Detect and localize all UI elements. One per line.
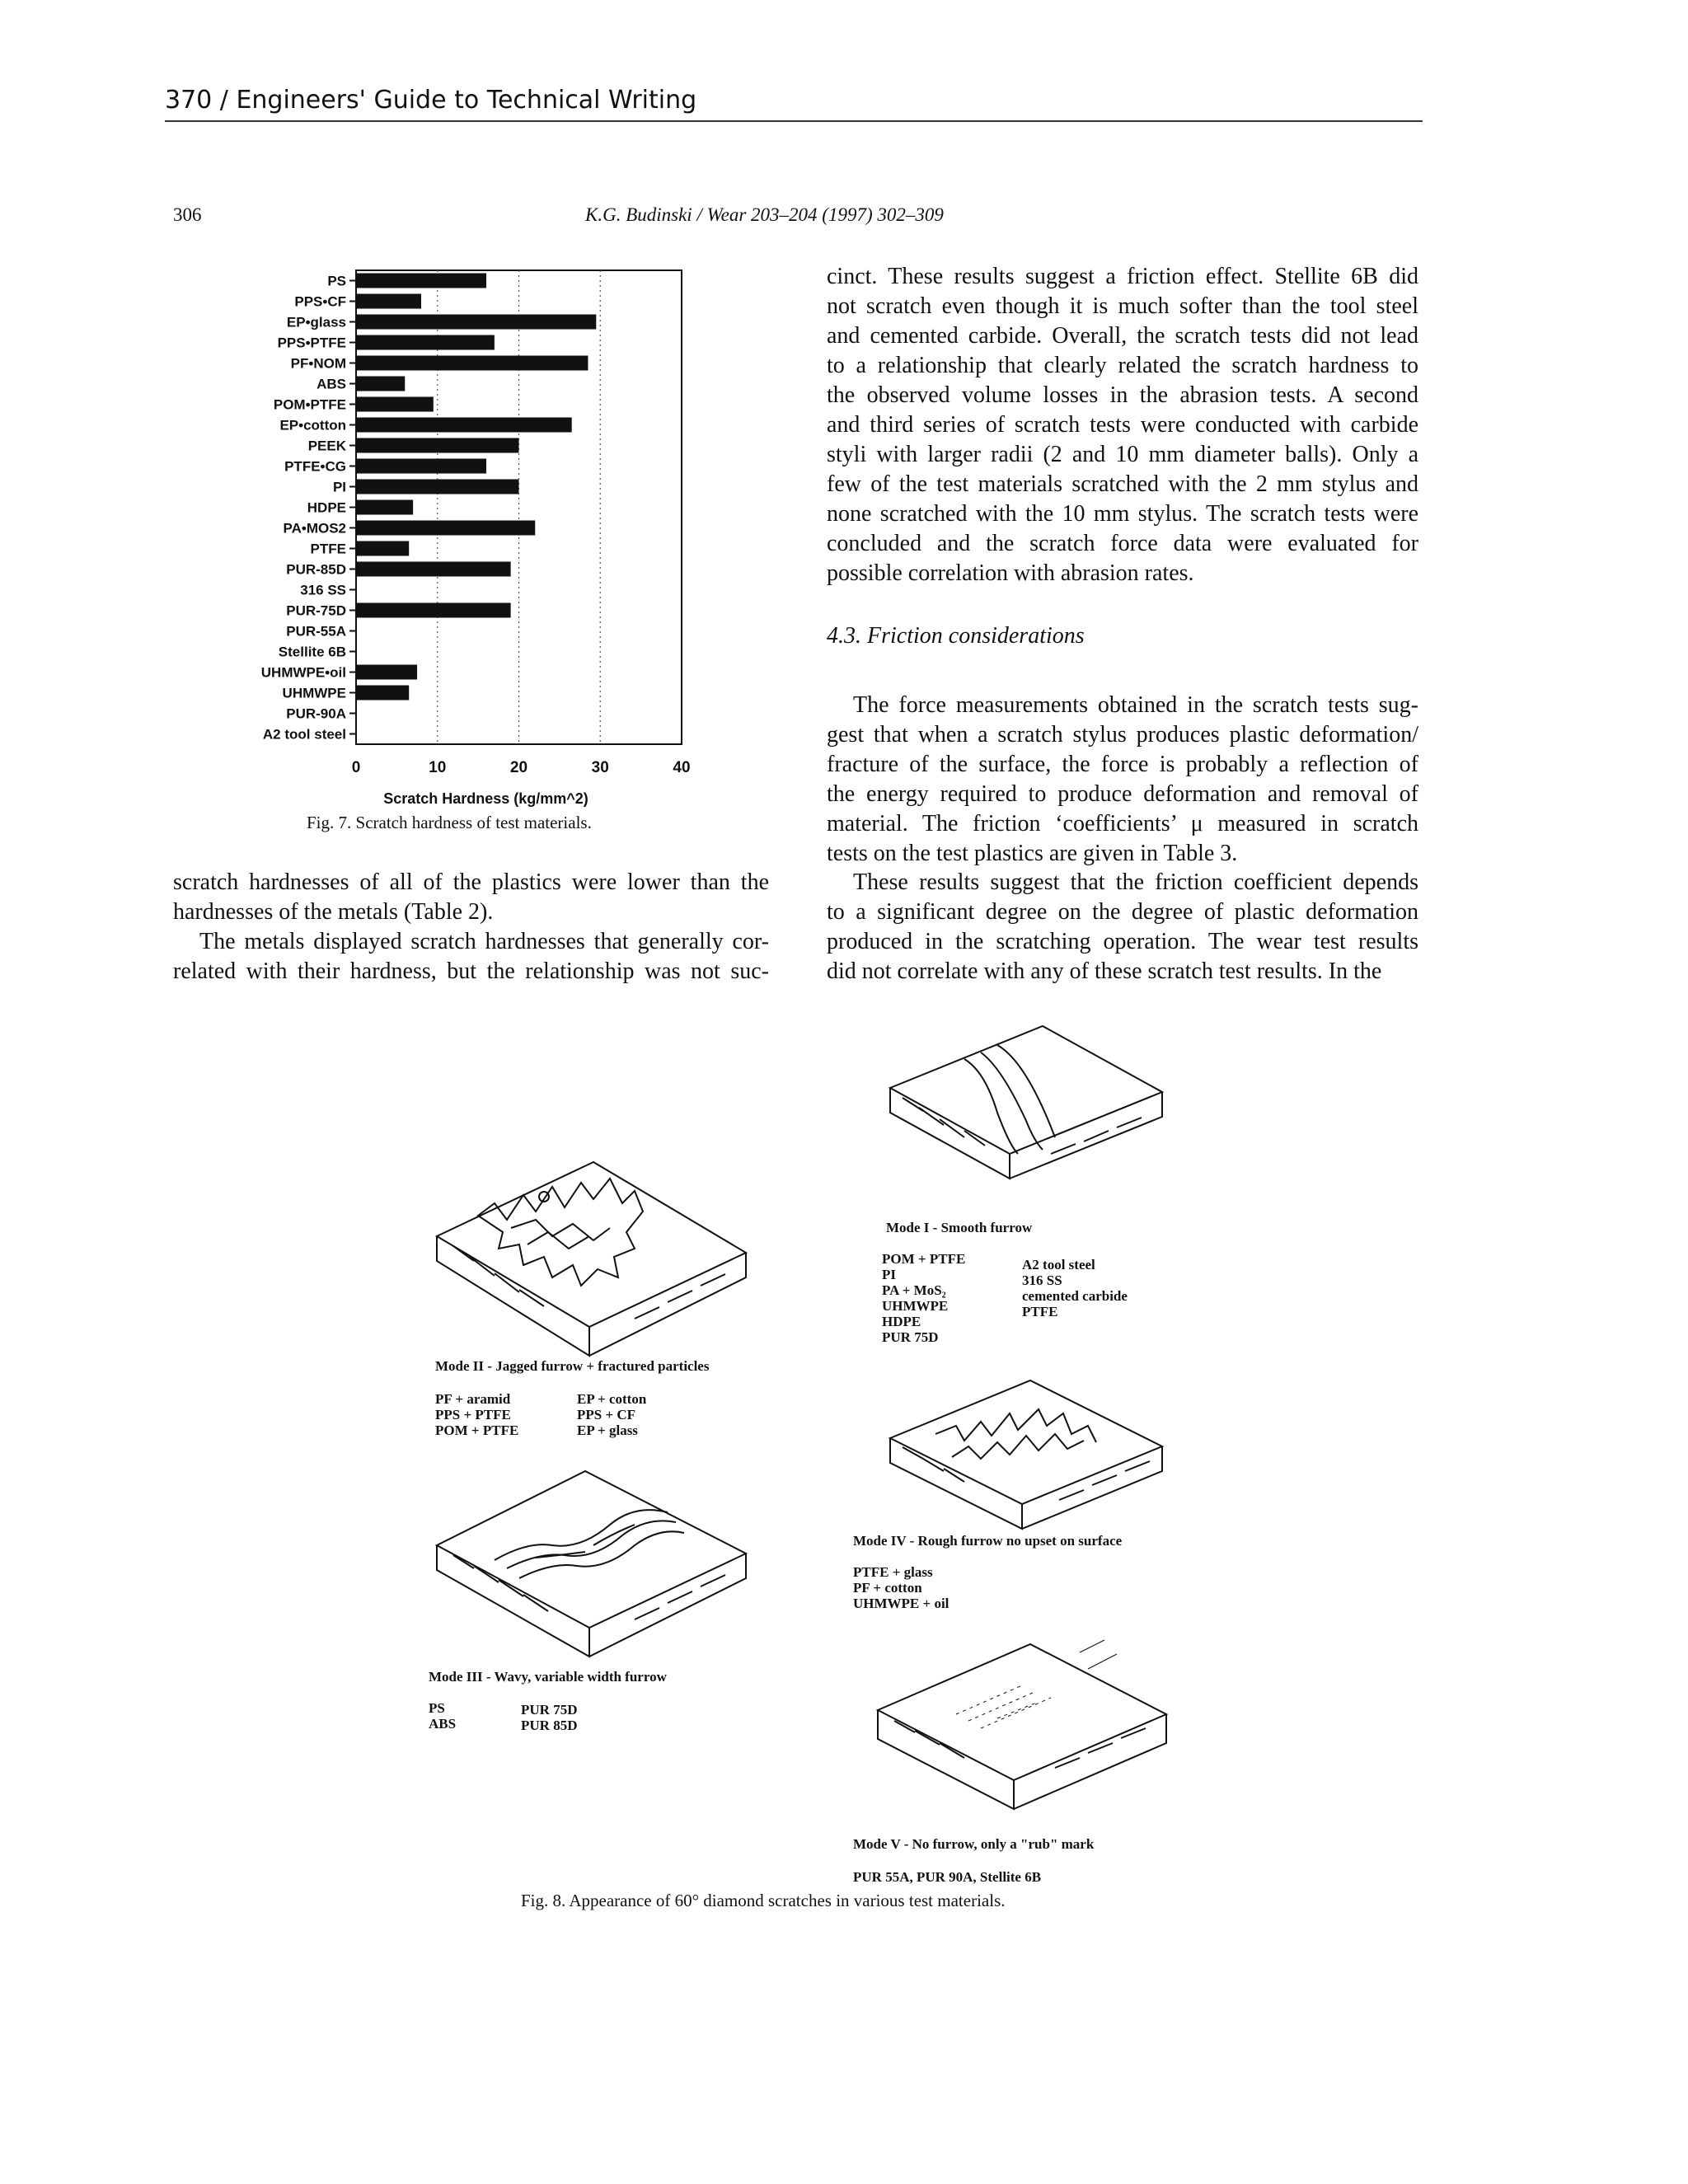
bar	[356, 603, 511, 618]
mode1-list-col2	[1022, 1257, 1128, 1319]
category-label: ABS	[316, 376, 346, 392]
bar	[356, 335, 495, 350]
right-column-paragraph-1	[827, 262, 1418, 588]
material-label: UHMWPE + oil	[853, 1596, 950, 1611]
material-label: EP + cotton	[577, 1391, 647, 1407]
book-header-title: 370 / Engineers' Guide to Technical Writing	[165, 86, 697, 115]
left-paragraph-1	[173, 868, 769, 927]
category-label: PUR-85D	[286, 561, 346, 578]
right-column-paragraph-3	[827, 868, 1418, 987]
category-label: EP•glass	[286, 314, 346, 330]
text-line: the observed volume losses in the abrasion tests. A second	[827, 382, 1418, 408]
text-line: styli with larger radii (2 and 10 mm diameter balls). Only a	[827, 442, 1418, 467]
text-line: concluded and the scratch force data were evaluated for	[827, 531, 1418, 556]
category-label: PTFE	[310, 541, 346, 557]
text-line: The force measurements obtained in the scratch tests sug-	[853, 692, 1418, 718]
text-line: to a relationship that clearly related the scratch hardness to	[827, 353, 1418, 378]
header-rule	[165, 120, 1423, 122]
mode4-list	[853, 1564, 949, 1611]
left-column-text	[173, 868, 769, 987]
category-label: PEEK	[307, 438, 346, 454]
material-label: PI	[882, 1267, 896, 1282]
text-line: gest that when a scratch stylus produces plastic deformation/	[827, 722, 1418, 748]
category-label: PPS•CF	[294, 293, 346, 310]
category-label: A2 tool steel	[262, 726, 346, 743]
chart-plot-area	[261, 270, 691, 807]
material-label: PA + MoS₂	[882, 1282, 946, 1298]
material-label: cemented carbide	[1022, 1288, 1128, 1304]
text-line: related with their hardness, but the relationship was not suc-	[173, 958, 769, 984]
mode3-list-col1	[429, 1700, 456, 1732]
fig7-caption: Fig. 7. Scratch hardness of test materials.	[307, 813, 592, 832]
x-axis-label: Scratch Hardness (kg/mm^2)	[383, 790, 588, 807]
material-label: PS	[429, 1700, 445, 1716]
bar	[356, 562, 511, 577]
material-label: PTFE + glass	[853, 1564, 933, 1580]
mode1-list-col1	[882, 1251, 965, 1345]
mode2-jagged-furrow-illustration	[429, 1154, 750, 1360]
bar	[356, 438, 519, 453]
text-line: to a significant degree on the degree of plastic deformation	[827, 899, 1418, 925]
category-label: PUR-90A	[286, 705, 346, 722]
bar	[356, 377, 405, 391]
bar	[356, 521, 535, 536]
mode5-rub-mark-illustration	[874, 1636, 1170, 1817]
text-line: material. The friction ‘coefficients’ μ measured in scratch	[827, 811, 1418, 837]
material-label: PPS + CF	[577, 1407, 636, 1422]
material-label: PPS + PTFE	[435, 1407, 511, 1422]
text-line: not scratch even though it is much softer than the tool steel	[827, 293, 1418, 319]
text-line: These results suggest that the friction coefficient depends	[853, 869, 1418, 895]
bar	[356, 686, 409, 701]
bar	[356, 665, 417, 680]
x-tick-label: 10	[429, 759, 447, 776]
material-label: A2 tool steel	[1022, 1257, 1095, 1272]
mode4-title: Mode IV - Rough furrow no upset on surface	[853, 1533, 1123, 1549]
category-label: POM•PTFE	[273, 396, 346, 413]
bar	[356, 418, 572, 433]
text-line: hardnesses of the metals (Table 2).	[173, 899, 494, 925]
material-label: PF + cotton	[853, 1580, 922, 1596]
text-line: did not correlate with any of these scratch test results. In the	[827, 958, 1382, 984]
category-label: PS	[327, 273, 346, 289]
mode2-title: Mode II - Jagged furrow + fractured particles	[435, 1358, 710, 1374]
category-label: PA•MOS2	[283, 520, 346, 537]
mode5-title: Mode V - No furrow, only a "rub" mark	[853, 1836, 1095, 1852]
text-line: produced in the scratching operation. The wear test results	[827, 929, 1418, 954]
material-label: ABS	[429, 1716, 457, 1732]
text-line: fracture of the surface, the force is probably a reflection of	[827, 752, 1418, 777]
running-head: K.G. Budinski / Wear 203–204 (1997) 302–309	[585, 204, 944, 225]
category-label: 316 SS	[300, 582, 346, 598]
bar	[356, 274, 486, 288]
x-tick-label: 20	[509, 759, 528, 776]
mode1-smooth-furrow-illustration	[886, 1022, 1166, 1187]
category-label: EP•cotton	[279, 417, 346, 434]
material-label: POM + PTFE	[882, 1251, 966, 1267]
category-label: PF•NOM	[290, 355, 346, 372]
text-line: and cemented carbide. Overall, the scratch tests did not lead	[827, 323, 1418, 349]
x-tick-label: 30	[591, 759, 609, 776]
text-line: possible correlation with abrasion rates.	[827, 560, 1194, 586]
right-column-paragraph-2	[827, 691, 1418, 869]
scratch-hardness-chart	[165, 262, 709, 823]
left-paragraph-2	[173, 927, 769, 987]
mode3-list-col2	[521, 1702, 577, 1733]
category-label: PPS•PTFE	[277, 335, 346, 351]
mode4-rough-furrow-illustration	[886, 1376, 1166, 1533]
category-label: PI	[332, 479, 346, 495]
text-line: tests on the test plastics are given in Table 3.	[827, 841, 1238, 866]
material-label: 316 SS	[1022, 1272, 1062, 1288]
material-label: POM + PTFE	[435, 1422, 519, 1438]
material-label: PF + aramid	[435, 1391, 511, 1407]
material-label: EP + glass	[577, 1422, 638, 1438]
text-line: The metals displayed scratch hardnesses that generally cor-	[199, 929, 769, 954]
category-label: Stellite 6B	[278, 644, 346, 660]
material-label: UHMWPE	[882, 1298, 949, 1314]
x-tick-label: 0	[351, 759, 361, 776]
bar	[356, 541, 409, 556]
fig8-caption: Fig. 8. Appearance of 60° diamond scratches in various test materials.	[521, 1891, 1006, 1910]
x-tick-label: 40	[673, 759, 691, 776]
category-label: UHMWPE•oil	[260, 664, 346, 681]
page-number: 306	[173, 204, 202, 225]
mode3-title: Mode III - Wavy, variable width furrow	[429, 1669, 667, 1685]
bar	[356, 480, 519, 494]
mode1-title: Mode I - Smooth furrow	[886, 1220, 1033, 1235]
bar	[356, 500, 413, 515]
material-label: PUR 75D	[882, 1329, 939, 1345]
text-line: the energy required to produce deformation and removal of	[827, 781, 1418, 807]
material-label: HDPE	[882, 1314, 921, 1329]
category-label: UHMWPE	[282, 685, 346, 701]
bar	[356, 397, 434, 412]
material-label: PUR 75D	[521, 1702, 578, 1718]
mode2-list-col2	[577, 1391, 646, 1438]
category-label: HDPE	[307, 499, 346, 516]
text-line: cinct. These results suggest a friction effect. Stellite 6B did	[827, 264, 1418, 289]
material-label: PTFE	[1022, 1304, 1058, 1319]
bar	[356, 356, 588, 371]
text-line: none scratched with the 10 mm stylus. The scratch tests were	[827, 501, 1418, 527]
mode3-wavy-furrow-illustration	[429, 1463, 750, 1661]
category-label: PUR-55A	[286, 623, 346, 640]
material-label: PUR 85D	[521, 1718, 578, 1733]
bar	[356, 315, 596, 330]
category-label: PUR-75D	[286, 602, 346, 619]
text-line: few of the test materials scratched with the 2 mm stylus and	[827, 471, 1418, 497]
mode5-materials: PUR 55A, PUR 90A, Stellite 6B	[853, 1869, 1042, 1885]
bar	[356, 459, 486, 474]
text-line: scratch hardnesses of all of the plastics were lower than the	[173, 869, 769, 895]
text-line: and third series of scratch tests were conducted with carbide	[827, 412, 1418, 438]
bar	[356, 294, 421, 309]
section-heading: 4.3. Friction considerations	[827, 623, 1085, 649]
category-label: PTFE•CG	[284, 458, 346, 475]
mode2-list-col1	[435, 1391, 518, 1438]
